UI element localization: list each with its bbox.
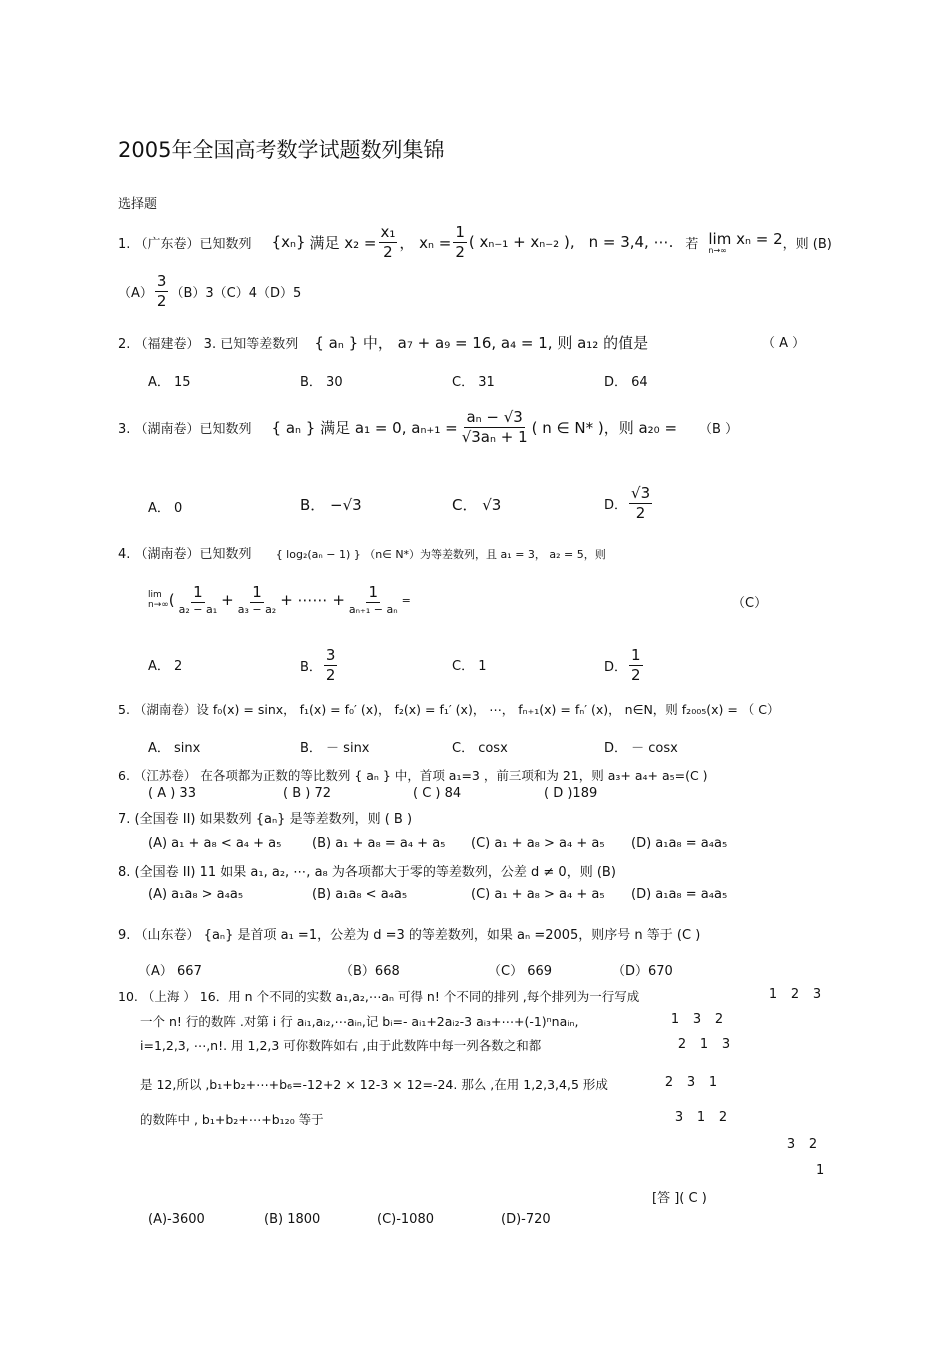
question-1 <box>118 221 832 263</box>
q10-option-b: (B) 1800 <box>264 1212 321 1227</box>
q5-option-a: A． sinx <box>148 741 201 756</box>
q7-option-a: (A) a₁ + a₈ < a₄ + a₅ <box>148 836 282 851</box>
q2-option-d: D． 64 <box>604 375 648 390</box>
q1-then: ，则 (B) <box>782 236 832 252</box>
page-title: 2005年全国高考数学试题数列集锦 <box>118 138 445 162</box>
q8-option-b: (B) a₁a₈ < a₄a₅ <box>312 887 408 902</box>
q3-option-c: C． √3 <box>452 496 502 514</box>
q4-option-b: B． $\frac{3}{2}$ <box>300 646 336 684</box>
matrix-row: 3 2 <box>786 1137 818 1152</box>
q9-option-c: （C） 669 <box>488 964 553 979</box>
question-2: 2. （福建卷） 3. 已知等差数列 { aₙ } 中， a₇ + a₉ = 16, a₄ = 1, 则 a₁₂ 的值是 <box>118 334 649 352</box>
q6-option-b: ( B ) 72 <box>283 786 332 801</box>
q1-expr: ( xₙ₋₁ + xₙ₋₂ ), <box>468 233 575 251</box>
question-4: 4. （湖南卷）已知数列 { log₂(aₙ − 1) } （n∈ N*）为等差数列，且 a₁ = 3， a₂ = 5，则 <box>118 547 606 562</box>
q3-option-a: A． 0 <box>148 501 183 516</box>
q2-option-a: A． 15 <box>148 375 191 390</box>
q1-seq: {xₙ} <box>271 233 306 251</box>
q2-option-c: C． 31 <box>452 375 495 390</box>
question-9: 9. （山东卷） {aₙ} 是首项 a₁ =1，公差为 d =3 的等差数列，如果 aₙ =2005，则序号 n 等于 (C ) <box>118 928 701 943</box>
q4-option-a: A． 2 <box>148 659 183 674</box>
matrix-row: 1 2 3 <box>768 987 822 1002</box>
q8-option-a: (A) a₁a₈ > a₄a₅ <box>148 887 244 902</box>
q5-option-b: B． － sinx <box>300 741 370 756</box>
q4-limit-expression: lim n→∞ ( $\frac{1}{\text{a₂ − a₁}}$ + $\frac{1}{\text{a₃ − a₂}}$ + ⋯⋯ + $\frac{1}{\text{aₙ₊₁ − aₙ}}$ = <box>148 583 411 616</box>
q6-option-c: ( C ) 84 <box>413 786 462 801</box>
question-7: 7. (全国卷 II) 如果数列 {aₙ} 是等差数列，则 ( B ) <box>118 812 413 827</box>
q6-option-d: ( D )189 <box>544 786 598 801</box>
q8-option-d: (D) a₁a₈ = a₄a₅ <box>631 887 728 902</box>
q10-answer: [答 ]( C ) <box>652 1191 707 1206</box>
question-5: 5. （湖南卷）设 f₀(x) = sinx， f₁(x) = f₀′ (x)， f₂(x) = f₁′ (x)， ⋯， fₙ₊₁(x) = fₙ′ (x)， n∈N，则 f₂₀₀₅(x) = （ C） <box>118 702 780 717</box>
matrix-row: 1 3 2 <box>670 1012 724 1027</box>
matrix-row: 2 3 1 <box>664 1075 718 1090</box>
matrix-row: 3 1 2 <box>674 1110 728 1125</box>
q10-option-d: (D)-720 <box>501 1212 551 1227</box>
q3-frac: $\frac{\text{aₙ − √3}}{\text{√3aₙ + 1}}$ <box>461 408 528 446</box>
q9-option-b: （B）668 <box>340 964 400 979</box>
question-3: 3. （湖南卷）已知数列 { aₙ } 满足 a₁ = 0, aₙ₊₁ = $\frac{\text{aₙ − √3}}{\text{√3aₙ + 1}}$ ( n ∈ N* )，则 a₂₀ = （B ） <box>118 408 739 446</box>
q6-option-a: ( A ) 33 <box>148 786 196 801</box>
q8-option-c: (C) a₁ + a₈ > a₄ + a₅ <box>471 887 605 902</box>
q1-nvals: n = 3,4, ⋯. <box>588 233 674 251</box>
matrix-row: 2 1 3 <box>677 1037 731 1052</box>
q3-option-b: B． −√3 <box>300 496 362 514</box>
q10-option-c: (C)-1080 <box>377 1212 434 1227</box>
question-6: 6. （江苏卷） 在各项都为正数的等比数列 { aₙ } 中，首项 a₁=3 ，前三项和为 21，则 a₃+ a₄+ a₅=(C ) <box>118 768 708 783</box>
matrix-cell: 1 <box>816 1163 825 1178</box>
q5-option-d: D． － cosx <box>604 741 678 756</box>
q4-answer: （C） <box>732 596 768 611</box>
question-10-line-5: 的数阵中 , b₁+b₂+⋯+b₁₂₀ 等于 <box>140 1112 324 1127</box>
q1-cond: 满足 x₂ = <box>309 233 377 252</box>
question-10-line-2: 一个 n! 行的数阵 .对第 i 行 aᵢ₁,aᵢ₂,⋯aᵢₙ,记 bᵢ=- aᵢ₁+2aᵢ₂-3 aᵢ₃+⋯+(-1)ⁿnaᵢₙ, <box>140 1014 579 1029</box>
section-heading: 选择题 <box>118 197 158 212</box>
question-10-line-4: 是 12,所以 ,b₁+b₂+⋯+b₆=-12+2 × 12-3 × 12=-24. 那么 ,在用 1,2,3,4,5 形成 <box>140 1077 608 1092</box>
question-10-line-1: 10. （上海 ） 16．用 n 个不同的实数 a₁,a₂,⋯aₙ 可得 n! 个不同的排列 ,每个排列为一行写成 <box>118 989 640 1004</box>
question-10-line-3: i=1,2,3, ⋯,n!. 用 1,2,3 可你数阵如右 ,由于此数阵中每一列各数之和都 <box>140 1038 542 1053</box>
q1-lead: 1. （广东卷）已知数列 <box>118 236 252 252</box>
q7-option-c: (C) a₁ + a₈ > a₄ + a₅ <box>471 836 605 851</box>
q9-option-a: （A） 667 <box>138 964 202 979</box>
q1-if: 若 <box>685 236 699 252</box>
q5-option-c: C． cosx <box>452 741 508 756</box>
q3-option-d: D． $\frac{√3}{2}$ <box>604 484 651 522</box>
q10-option-a: (A)-3600 <box>148 1212 205 1227</box>
q2-answer: （ A ） <box>762 336 806 351</box>
q9-option-d: （D）670 <box>612 964 673 979</box>
q1-limit: lim xₙ = 2 n→∞ <box>708 229 783 255</box>
question-8: 8. (全国卷 II) 11 如果 a₁, a₂, ⋯, a₈ 为各项都大于零的等差数列，公差 d ≠ 0，则 (B) <box>118 865 616 880</box>
q1-frac-2: $\frac{1}{2}$ <box>455 223 465 261</box>
q1-sep: ， xₙ = <box>399 233 452 252</box>
q4-option-c: C． 1 <box>452 659 487 674</box>
q1-options: （A） $\frac{3}{2}$ （B）3（C）4（D）5 <box>118 272 302 310</box>
q1-frac-1: $\frac{\text{x₁}}{2}$ <box>380 223 396 261</box>
q4-option-d: D． $\frac{1}{2}$ <box>604 646 641 684</box>
q7-option-b: (B) a₁ + a₈ = a₄ + a₅ <box>312 836 446 851</box>
q7-option-d: (D) a₁a₈ = a₄a₅ <box>631 836 728 851</box>
q1-option-a-frac: $\frac{3}{2}$ <box>156 272 167 310</box>
q2-option-b: B． 30 <box>300 375 343 390</box>
